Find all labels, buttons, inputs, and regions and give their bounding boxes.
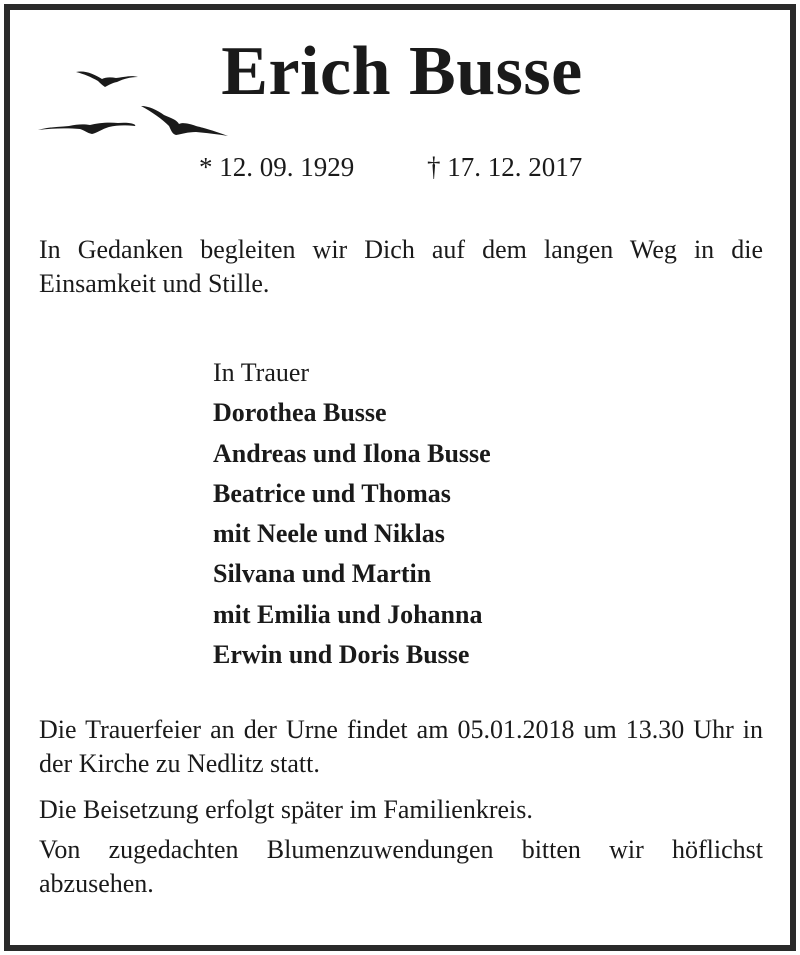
birth-date: * 12. 09. 1929 <box>199 152 355 182</box>
intro-text: In Gedanken begleiten wir Dich auf dem langen Weg in die Einsamkeit und Stille. <box>39 235 763 298</box>
mourner-name: Andreas und Ilona Busse <box>213 438 491 468</box>
mourners-block <box>213 353 491 675</box>
mourner-name: mit Emilia und Johanna <box>213 599 483 629</box>
mourner-name: Erwin und Doris Busse <box>213 640 470 670</box>
mourner-name: mit Neele und Niklas <box>213 519 445 549</box>
mourner-name: Dorothea Busse <box>213 398 387 428</box>
flowers-text: Von zugedachten Blumenzuwendungen bitten wir höflichst abzusehen. <box>39 835 763 898</box>
death-date: † 17. 12. 2017 <box>427 152 583 182</box>
burial-text: Die Beisetzung erfolgt später im Familienkreis. <box>39 795 533 824</box>
mourner-name: Beatrice und Thomas <box>213 478 451 508</box>
mourners-heading: In Trauer <box>213 358 310 387</box>
deceased-name: Erich Busse <box>221 33 583 110</box>
mourner-name: Silvana und Martin <box>213 559 432 589</box>
ceremony-text: Die Trauerfeier an der Urne findet am 05.01.2018 um 13.30 Uhr in der Kirche zu Nedlitz statt. <box>39 715 763 778</box>
